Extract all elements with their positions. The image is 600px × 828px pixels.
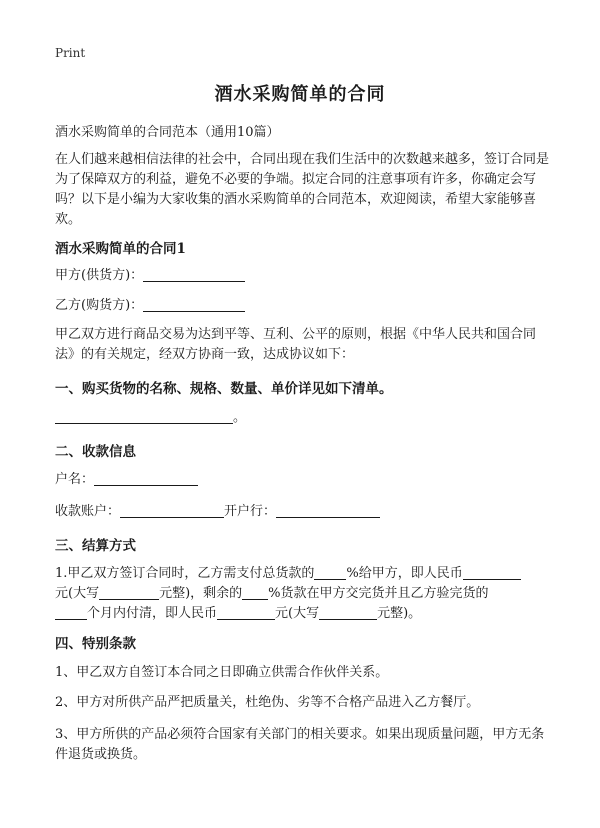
- balance-amount-blank: [217, 605, 275, 620]
- goods-list-line: [55, 408, 246, 428]
- section1-heading: 一、购买货物的名称、规格、数量、单价详见如下清单。: [55, 381, 393, 397]
- deposit-amount-blank: [463, 565, 521, 580]
- balance-amount-words-blank: [319, 605, 377, 620]
- months-blank: [55, 605, 87, 620]
- document-title: 酒水采购简单的合同: [214, 84, 386, 105]
- account-no-label: 收款账户：: [55, 504, 121, 519]
- clause-2: 2、甲方对所供产品严把质量关，杜绝伪、劣等不合格产品进入乙方餐厅。: [55, 695, 480, 710]
- settlement-text: 元整)，剩余的: [159, 586, 243, 601]
- settlement-text: 个月内付清，即人民币: [87, 606, 218, 621]
- party-a-label: 甲方(供货方)：: [55, 268, 144, 283]
- party-b-label: 乙方(购货方)：: [55, 298, 144, 313]
- settlement-text: 1.甲乙双方签订合同时，乙方需支付总货款的: [55, 566, 315, 581]
- party-a-blank: [143, 267, 245, 282]
- bank-label: 开户行：: [224, 504, 277, 519]
- balance-percent-blank: [242, 585, 268, 600]
- account-no-blank: [120, 503, 224, 518]
- settlement-text: 元(大写: [55, 586, 100, 601]
- section4-heading: 四、特别条款: [55, 636, 136, 652]
- account-name-blank: [94, 471, 198, 486]
- deposit-amount-words-blank: [99, 585, 159, 600]
- goods-list-end: 。: [233, 410, 247, 425]
- settlement-line-2: [55, 584, 489, 604]
- account-name-line: [55, 470, 198, 490]
- settlement-text: %给甲方，即人民币: [346, 566, 463, 581]
- document-subtitle: 酒水采购简单的合同范本（通用10篇）: [55, 125, 280, 140]
- deposit-percent-blank: [314, 565, 346, 580]
- settlement-text: 元整)。: [377, 606, 422, 621]
- party-a-line: [55, 266, 245, 286]
- clause-3: 3、甲方所供的产品必须符合国家有关部门的相关要求。如果出现质量问题，甲方无条件退货或换货。: [55, 727, 545, 762]
- party-b-blank: [143, 297, 245, 312]
- intro-paragraph: 在人们越来越相信法律的社会中，合同出现在我们生活中的次数越来越多，签订合同是为了保障双方的利益，避免不必要的争端。拟定合同的注意事项有许多，你确定会写吗？以下是小编为大家收集的酒水采购简单的合同范本，欢迎阅读，希望大家能够喜欢。: [55, 152, 550, 227]
- settlement-text: 元(大写: [275, 606, 320, 621]
- account-name-label: 户名：: [55, 472, 95, 487]
- agreement-paragraph: 甲乙双方进行商品交易为达到平等、互利、公平的原则，根据《中华人民共和国合同法》的有关规定，经双方协商一致，达成协议如下：: [55, 327, 537, 362]
- settlement-text: %货款在甲方交完货并且乙方验完货的: [268, 586, 489, 601]
- settlement-line-3: [55, 604, 421, 624]
- section3-heading: 三、结算方式: [55, 538, 136, 554]
- party-b-line: [55, 296, 245, 316]
- account-bank-line: [55, 502, 380, 522]
- clause-1: 1、甲乙双方自签订本合同之日即确立供需合作伙伴关系。: [55, 665, 389, 680]
- settlement-line-1: [55, 564, 521, 584]
- bank-blank: [276, 503, 380, 518]
- goods-list-blank: [55, 409, 233, 424]
- print-label[interactable]: Print: [55, 46, 86, 60]
- contract-heading: 酒水采购简单的合同1: [55, 241, 186, 257]
- section2-heading: 二、收款信息: [55, 444, 136, 460]
